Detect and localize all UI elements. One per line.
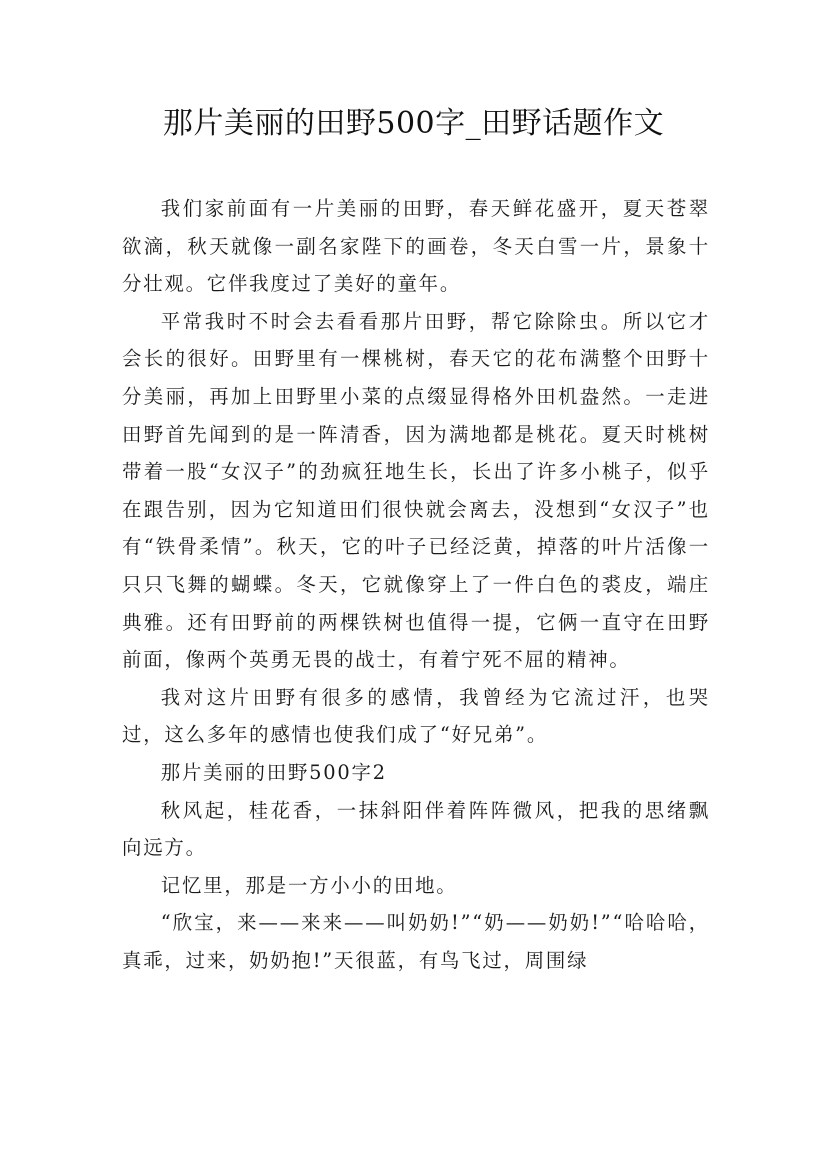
document-title: 那片美丽的田野500字_田野话题作文 bbox=[162, 106, 665, 141]
paragraph: “欣宝，来——来来——叫奶奶!”“奶——奶奶!”“哈哈哈，真乖，过来，奶奶抱!”天很蓝，有鸟飞过，周围绿 bbox=[122, 911, 710, 972]
paragraph: 秋风起，桂花香，一抹斜阳伴着阵阵微风，把我的思绪飘向远方。 bbox=[122, 798, 710, 860]
paragraph: 我们家前面有一片美丽的田野，春天鲜花盛开，夏天苍翠欲滴，秋天就像一副名家陛下的画卷，冬天白雪一片，景象十分壮观。它伴我度过了美好的童年。 bbox=[122, 197, 710, 296]
paragraph: 记忆里，那是一方小小的田地。 bbox=[160, 873, 458, 897]
section-subheading: 那片美丽的田野500字2 bbox=[160, 760, 387, 784]
document-body bbox=[122, 190, 710, 979]
paragraph: 平常我时不时会去看看那片田野，帮它除除虫。所以它才会长的很好。田野里有一棵桃树，春天它的花布满整个田野十分美丽，再加上田野里小菜的点缀显得格外田机盎然。一走进田野首先闻到的是一阵清香，因为满地都是桃花。夏天时桃树带着一股“女汉子”的劲疯狂地生长，长出了许多小桃子，似乎在跟告别，因为它知道田们很快就会离去，没想到“女汉子”也有“铁骨柔情”。秋天，它的叶子已经泛黄，掉落的叶片活像一只只飞舞的蝴蝶。冬天，它就像穿上了一件白色的裘皮，端庄典雅。还有田野前的两棵铁树也值得一提，它俩一直守在田野前面，像两个英勇无畏的战士，有着宁死不屈的精神。 bbox=[122, 309, 710, 672]
paragraph: 我对这片田野有很多的感情，我曾经为它流过汗，也哭过，这么多年的感情也使我们成了“好兄弟”。 bbox=[122, 685, 710, 747]
